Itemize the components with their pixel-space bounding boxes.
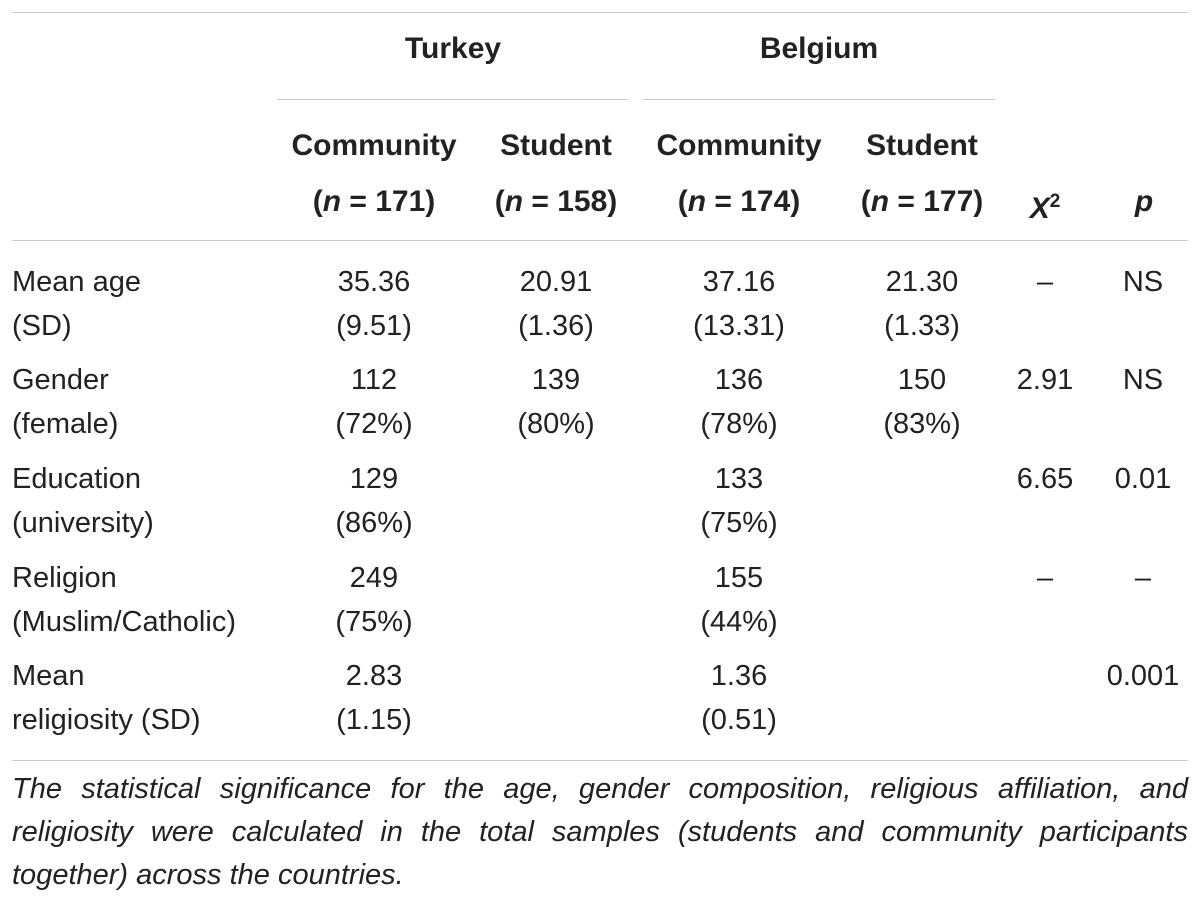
col-header-belgium-community: Community (n = 174) xyxy=(656,129,822,218)
table-cell: 155 (44%) xyxy=(700,562,778,638)
row-label: Education (university) xyxy=(12,463,154,539)
table-footnote: The statistical significance for the age, gender composition, religious affiliation, and religiosity were calculated in the total samples (students and community participants together) across the countries. xyxy=(12,773,1188,891)
table-cell: 112 (72%) xyxy=(335,364,413,440)
table-cell: 37.16 (13.31) xyxy=(693,266,785,342)
group-header-turkey: Turkey xyxy=(404,32,502,65)
header-bottom-rule xyxy=(12,240,1188,241)
p-value-cell: NS xyxy=(1122,364,1164,396)
chi-square-cell: – xyxy=(1036,266,1054,298)
table-bottom-rule xyxy=(12,760,1188,761)
table-cell: 133 (75%) xyxy=(700,463,778,539)
table-cell: 1.36 (0.51) xyxy=(701,660,777,736)
col-header-turkey-student: Student (n = 158) xyxy=(494,129,618,218)
p-value-cell: 0.01 xyxy=(1114,463,1172,495)
col-header-belgium-student: Student (n = 177) xyxy=(860,129,984,218)
row-label: Mean religiosity (SD) xyxy=(12,660,201,736)
col-header-turkey-community: Community (n = 171) xyxy=(291,129,457,218)
table-cell: 2.83 (1.15) xyxy=(336,660,412,736)
chi-square-cell: – xyxy=(1036,562,1054,594)
row-label: Gender (female) xyxy=(12,364,119,440)
col-header-chi-square: $X^2$ xyxy=(1029,191,1061,225)
group-header-belgium: Belgium xyxy=(759,32,879,65)
chi-square-cell: 6.65 xyxy=(1016,463,1074,495)
table-cell: 249 (75%) xyxy=(335,562,413,638)
p-value-cell: – xyxy=(1134,562,1152,594)
col-header-p: p xyxy=(1134,185,1154,218)
p-value-cell: NS xyxy=(1122,266,1164,298)
p-value-cell: 0.001 xyxy=(1106,660,1180,692)
table-cell: 129 (86%) xyxy=(335,463,413,539)
table-cell: 136 (78%) xyxy=(700,364,778,440)
table-cell: 150 (83%) xyxy=(883,364,961,440)
table-cell: 139 (80%) xyxy=(517,364,595,440)
turkey-group-rule xyxy=(278,99,628,100)
table-cell: 20.91 (1.36) xyxy=(518,266,594,342)
table-cell: 35.36 (9.51) xyxy=(336,266,412,342)
row-label: Religion (Muslim/Catholic) xyxy=(12,562,236,638)
row-label: Mean age (SD) xyxy=(12,266,141,342)
belgium-group-rule xyxy=(643,99,995,100)
chi-square-cell: 2.91 xyxy=(1016,364,1074,396)
table-cell: 21.30 (1.33) xyxy=(884,266,960,342)
table-top-rule xyxy=(12,12,1188,13)
